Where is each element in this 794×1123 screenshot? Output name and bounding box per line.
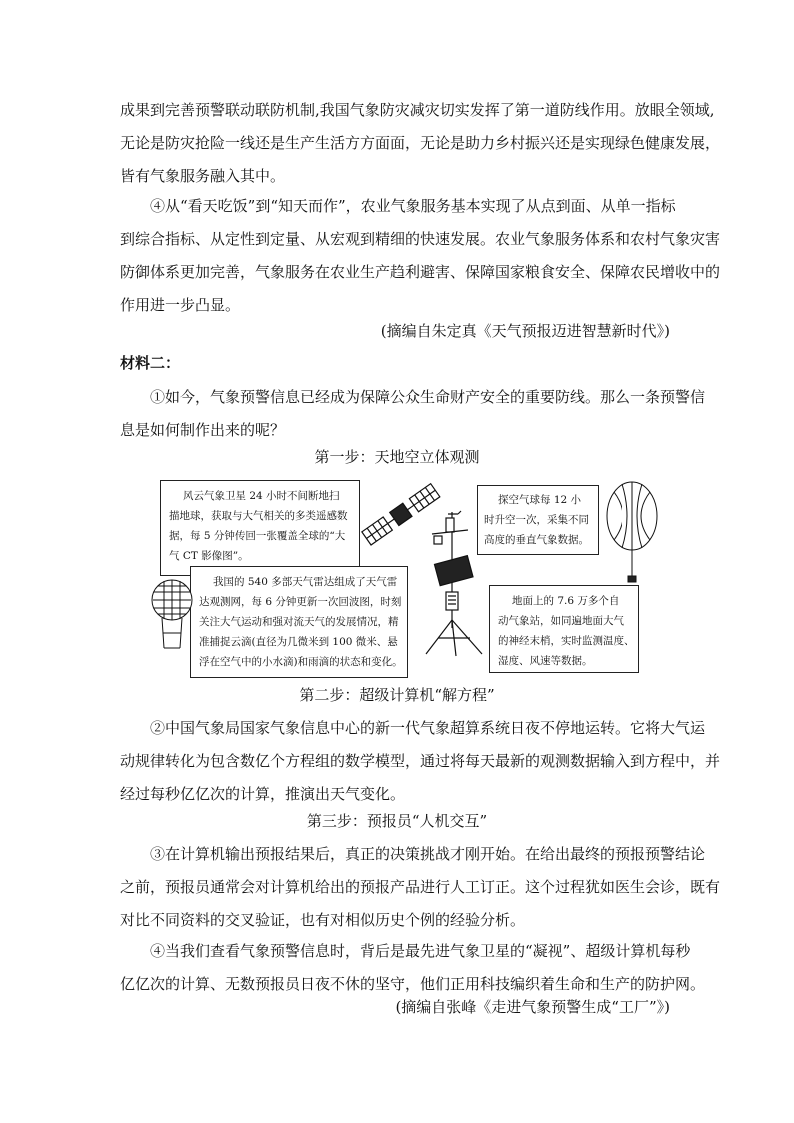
text-line: 对比不同资料的交叉验证，也有对相似历史个例的经验分析。 [120, 911, 526, 929]
material2-heading: 材料二： [120, 354, 181, 372]
box-line: 据，每 5 分钟传回一张覆盖全球的“大 [169, 530, 346, 542]
text-line: 息是如何制作出来的呢？ [120, 421, 286, 439]
text-line: ④当我们查看气象预警信息时，背后是最先进气象卫星的“凝视”、超级计算机每秒 [150, 942, 691, 960]
box-line: 关注大气运动和强对流天气的发展情况，精 [199, 616, 399, 628]
text-line: 作用进一步凸显。 [120, 296, 241, 314]
material2-paragraph-1 [120, 381, 706, 447]
box-line: 浮在空气中的小水滴)和雨滴的状态和变化。 [199, 656, 403, 668]
text-line: 防御体系更加完善，气象服务在农业生产趋利避害、保障国家粮食安全、保障农民增收中的 [120, 263, 721, 281]
box-line: 湿度、风速等数据。 [498, 655, 593, 667]
text-line: 皆有气象服务融入其中。 [120, 167, 286, 185]
material2-source: (摘编自张峰《走进气象预警生成“工厂”》) [395, 998, 670, 1016]
station-info-box [489, 585, 639, 673]
step1-title: 第一步：天地空立体观测 [314, 448, 480, 466]
text-line: 动规律转化为包含数亿个方程组的数学模型，通过将每天最新的观测数据输入到方程中，并 [120, 752, 721, 770]
box-line: 时升空一次，采集不同 [484, 514, 589, 526]
material1-paragraph-end [120, 94, 721, 193]
text-line: 成果到完善预警联动联防机制,我国气象防灾减灾切实发挥了第一道防线作用。放眼全领域, [120, 101, 715, 119]
material2-paragraph-3 [120, 838, 721, 937]
radar-info-box [190, 566, 408, 678]
material2-paragraph-2 [120, 712, 721, 811]
text-line: ②中国气象局国家气象信息中心的新一代气象超算系统日夜不停地运转。它将大气运 [150, 719, 706, 737]
radar-dome-icon [150, 578, 194, 650]
box-line: 我国的 540 多部天气雷达组成了天气雷 [213, 576, 398, 588]
material1-paragraph-4 [120, 190, 721, 322]
weather-station-icon [412, 508, 492, 658]
weather-balloon-icon [605, 480, 659, 586]
box-line: 的神经末梢，实时监测温度、 [498, 635, 635, 647]
text-line: 到综合指标、从定性到定量、从宏观到精细的快速发展。农业气象服务体系和农村气象灾害 [120, 230, 721, 248]
step2-title: 第二步：超级计算机“解方程” [299, 686, 495, 704]
text-line: ④从“看天吃饭”到“知天而作”，农业气象服务基本实现了从点到面、从单一指标 [150, 197, 676, 215]
box-line: 气 CT 影像图”。 [169, 550, 249, 562]
box-line: 动气象站，如同遍地面大气 [498, 615, 624, 627]
text-line: 经过每秒亿亿次的计算，推演出天气变化。 [120, 785, 406, 803]
text-line: 亿亿次的计算、无数预报员日夜不休的坚守，他们正用科技编织着生命和生产的防护网。 [120, 975, 706, 993]
text-line: 之前，预报员通常会对计算机给出的预报产品进行人工订正。这个过程犹如医生会诊，既有 [120, 878, 721, 896]
box-line: 描地球，获取与大气相关的多类遥感数 [169, 510, 348, 522]
text-line: ①如今，气象预警信息已经成为保障公众生命财产安全的重要防线。那么一条预警信 [150, 388, 706, 406]
box-line: 准捕捉云滴(直径为几微米到 100 微米、悬 [199, 636, 398, 648]
balloon-info-box [477, 485, 599, 555]
box-line: 达观测网，每 6 分钟更新一次回波图，时刻 [199, 596, 402, 608]
box-line: 风云气象卫星 24 小时不间断地扫 [183, 490, 340, 502]
material1-source: (摘编自朱定真《天气预报迈进智慧新时代》) [380, 322, 670, 340]
step3-title: 第三步：预报员“人机交互” [306, 812, 488, 830]
satellite-info-box [160, 480, 360, 576]
box-line: 地面上的 7.6 万多个自 [512, 595, 620, 607]
text-line: ③在计算机输出预报结果后，真正的决策挑战才刚开始。在给出最终的预报预警结论 [150, 845, 706, 863]
material2-paragraph-4 [120, 935, 706, 1001]
box-line: 高度的垂直气象数据。 [484, 534, 589, 546]
box-line: 探空气球每 12 小 [498, 494, 582, 506]
text-line: 无论是防灾抢险一线还是生产生活方方面面，无论是助力乡村振兴还是实现绿色健康发展， [120, 134, 721, 152]
